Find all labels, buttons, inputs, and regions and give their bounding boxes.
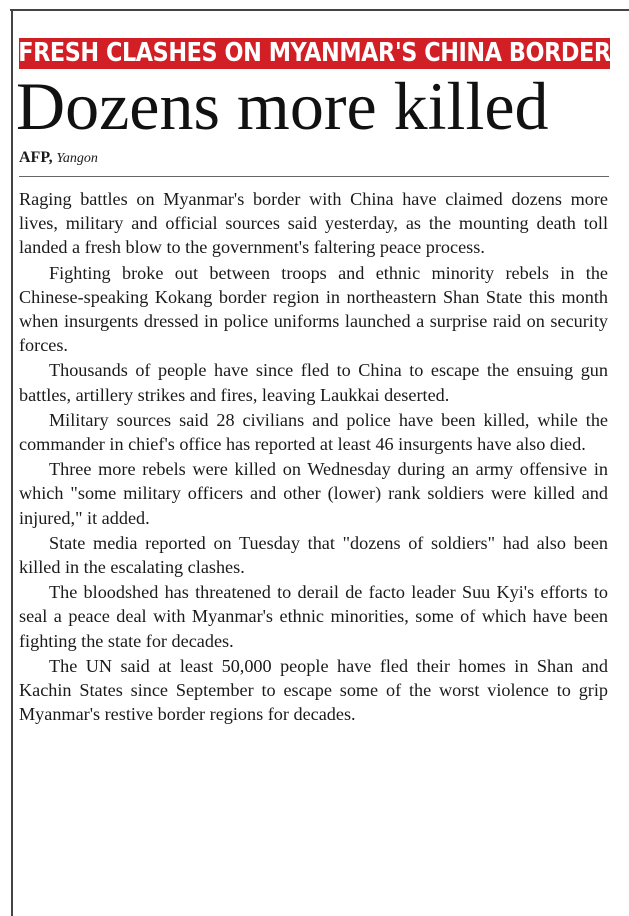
paragraph: Three more rebels were killed on Wednesday during an army offensive in which "some military officers and other (lower) rank soldiers were killed and injured," it added. — [19, 459, 608, 528]
top-border-rule — [10, 9, 629, 11]
paragraph: The bloodshed has threatened to derail de facto leader Suu Kyi's efforts to seal a peace deal with Myanmar's ethnic minorities, some of which have been fighting the state for decades. — [19, 582, 608, 651]
paragraph: Fighting broke out between troops and ethnic minority rebels in the Chinese-speaking Kokang border region in northeastern Shan State this month when insurgents dressed in police uniforms launched a surprise raid on security forces. — [19, 262, 608, 356]
byline-location: Yangon — [56, 151, 98, 166]
left-border-rule — [11, 9, 13, 916]
paragraph: Thousands of people have since fled to China to escape the ensuing gun battles, artillery strikes and fires, leaving Laukkai deserted. — [19, 360, 608, 405]
paragraph: Military sources said 28 civilians and police have been killed, while the commander in chief's office has reported at least 46 insurgents have also died. — [19, 409, 608, 455]
article-body — [19, 187, 608, 727]
paragraph: State media reported on Tuesday that "dozens of soldiers" had also been killed in the escalating clashes. — [19, 532, 608, 578]
byline-divider — [19, 176, 609, 177]
paragraph: Raging battles on Myanmar's border with China have claimed dozens more lives, military and official sources said yesterday, as the mounting death toll landed a fresh blow to the government's faltering peace process. — [19, 189, 608, 258]
paragraph: The UN said at least 50,000 people have fled their homes in Shan and Kachin States since September to escape some of the worst violence to grip Myanmar's restive border regions for decades. — [19, 655, 608, 725]
byline-agency: AFP, — [19, 149, 53, 166]
headline: Dozens more killed — [16, 68, 549, 144]
kicker-text: FRESH CLASHES ON MYANMAR'S CHINA BORDER — [18, 38, 611, 68]
byline — [19, 148, 98, 169]
